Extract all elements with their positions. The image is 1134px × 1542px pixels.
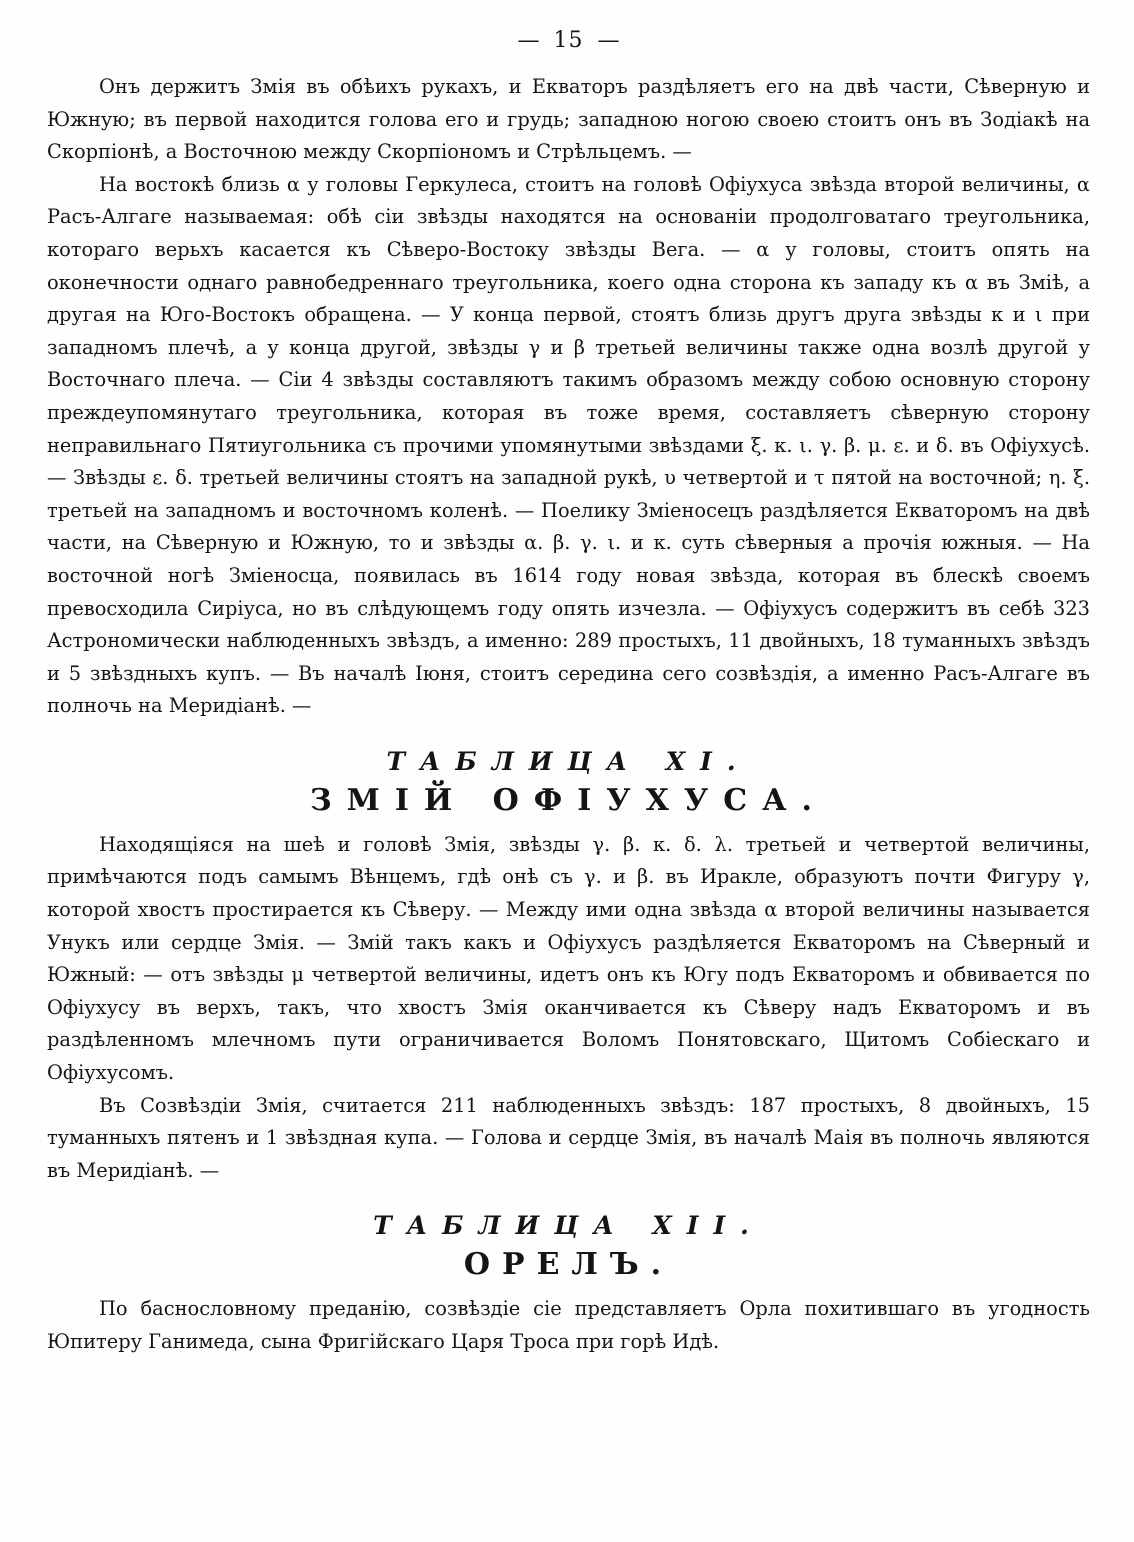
ophiuchus-stars-paragraph: На востокѣ близь α у головы Геркулеса, стоитъ на головѣ Офіухуса звѣзда второй величины, α Расъ-Алгаге называемая: обѣ сіи звѣзды находятся на основаніи продолговатаго треугольника, котораго верьхъ касается къ Сѣверо-Востоку звѣзды Вега. — α у головы, стоитъ опять на оконечности однаго равнобедреннаго треугольника, коего одна сторона къ западу къ α въ Змiѣ, а другая на Юго-Востокъ обращена. — У конца первой, стоятъ близь другъ друга звѣзды κ и ι при западномъ плечѣ, а у конца другой, звѣзды γ и β третьей величины также одна возлѣ другой у Восточнаго плеча. — Сіи 4 звѣзды составляютъ такимъ образомъ между собою основную сторону преждеупомянутаго треугольника, которая въ тоже время, составляетъ сѣверную сторону неправильнаго Пятиугольника съ прочими упомянутыми звѣздами ξ. κ. ι. γ. β. μ. ε. и δ. въ Офіухусѣ. — Звѣзды ε. δ. третьей величины стоятъ на западной рукѣ, υ четвертой и τ пятой на восточной; η. ξ. третьей на западномъ и восточномъ коленѣ. — Поелику Змiеносецъ раздѣляется Екваторомъ на двѣ части, на Сѣверную и Южную, то и звѣзды α. β. γ. ι. и κ. суть сѣверныя а прочія южныя. — На восточной ногѣ Змiеносца, появилась въ 1614 году новая звѣзда, которая въ блескѣ своемъ превосходила Сиріуса, но въ слѣдующемъ году опять изчезла. — Офіухусъ содержитъ въ себѣ 323 Астрономически наблюденныхъ звѣздъ, а именно: 289 простыхъ, 11 двойныхъ, 18 туманныхъ звѣздъ и 5 звѣздныхъ купъ. — Въ началѣ Іюня, стоитъ середина сего созвѣздія, а именно Расъ-Алгаге въ полночь на Меридіанѣ. —	[47, 172, 1090, 718]
eagle-table-label: ТАБЛИЦА XII.	[373, 1211, 764, 1241]
serpent-section-heading	[47, 745, 1090, 823]
eagle-legend-paragraph: По баснословному преданію, созвѣздіе сіе представляетъ Орла похитившаго въ угодность Юпитеру Ганимеда, сына Фригійскаго Царя Троса при горѣ Идѣ.	[47, 1297, 1090, 1353]
page-number-value: 15	[553, 28, 584, 53]
serpent-section-title: ЗМІЙ ОФІУХУСА.	[309, 782, 828, 818]
book-page	[47, 28, 1090, 1359]
page-number-dash-right: —	[597, 28, 620, 53]
eagle-section-heading	[47, 1209, 1090, 1287]
ophiuchus-intro-paragraph: Онъ держитъ Змія въ обѣихъ рукахъ, и Екваторъ раздѣляетъ его на двѣ части, Сѣверную и Южную; въ первой находится голова его и грудь; западною ногою своею стоитъ онъ въ Зодіакѣ на Скорпіонѣ, а Восточною между Скорпіономъ и Стрѣльцемъ. —	[47, 75, 1090, 164]
serpent-table-label: ТАБЛИЦА XI.	[386, 746, 751, 776]
serpent-count-paragraph: Въ Созвѣздіи Змія, считается 211 наблюденныхъ звѣздъ: 187 простыхъ, 8 двойныхъ, 15 туманныхъ пятенъ и 1 звѣздная купа. — Голова и сердце Змія, въ началѣ Маія въ полночь являются въ Меридіанѣ. —	[47, 1093, 1090, 1182]
page-number	[47, 28, 1090, 62]
serpent-stars-paragraph: Находящіяся на шеѣ и головѣ Змія, звѣзды γ. β. κ. δ. λ. третьей и четвертой величины, примѣчаются подъ самымъ Вѣнцемъ, гдѣ онѣ съ γ. и β. въ Иракле, образуютъ почти Фигуру γ, которой хвостъ простирается къ Сѣверу. — Между ими одна звѣзда α второй величины называется Унукъ или сердце Змія. — Змій такъ какъ и Офіухусъ раздѣляется Екваторомъ на Сѣверный и Южный: — отъ звѣзды μ четвертой величины, идетъ онъ къ Югу подъ Екваторомъ и обвивается по Офіухусу въ верхъ, такъ, что хвостъ Змія оканчивается къ Сѣверу надъ Екваторомъ и въ раздѣленномъ млечномъ пути ограничивается Воломъ Понятовскаго, Щитомъ Собіескаго и Офіухусомъ.	[47, 832, 1090, 1085]
eagle-section-title: ОРЕЛЪ.	[463, 1247, 674, 1283]
page-number-dash-left: —	[517, 28, 540, 53]
